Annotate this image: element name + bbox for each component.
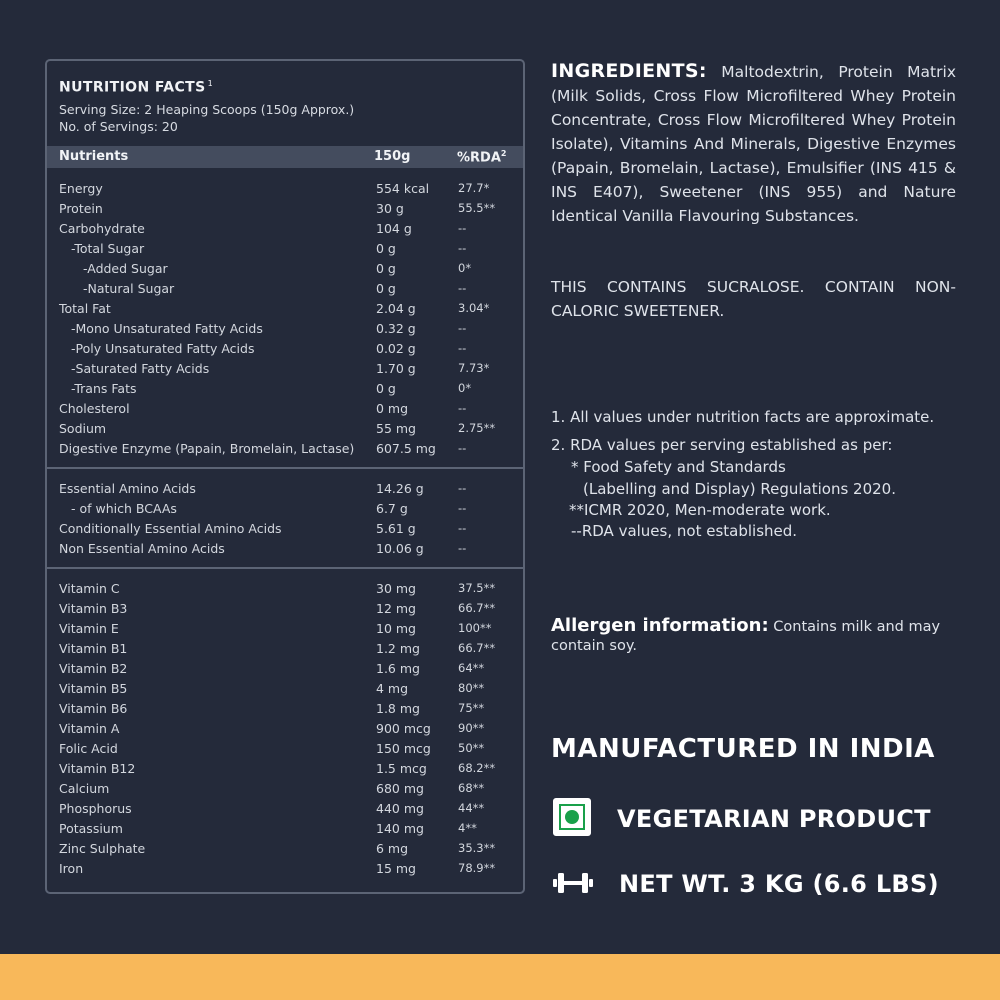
nutrient-name: -Added Sugar <box>83 261 168 276</box>
nutrient-rda: -- <box>458 501 467 515</box>
nutrient-amount: 14.26 g <box>376 481 424 496</box>
nutrient-name: - of which BCAAs <box>71 501 177 516</box>
nutrient-name: Zinc Sulphate <box>59 841 146 856</box>
sucralose-warning: THIS CONTAINS SUCRALOSE. CONTAIN NON-CALORIC SWEETENER. <box>551 278 956 320</box>
net-weight-label: NET WT. 3 KG (6.6 LBS) <box>619 870 939 898</box>
nutrient-rda: 64** <box>458 661 485 675</box>
table-row <box>47 199 523 219</box>
nutrient-rda: 55.5** <box>458 201 496 215</box>
nutrient-name: Vitamin B6 <box>59 701 128 716</box>
nutrient-amount: 10 mg <box>376 621 416 636</box>
nutrient-amount: 6 mg <box>376 841 409 856</box>
nutrient-rda: -- <box>458 541 467 555</box>
nutrient-amount: 1.70 g <box>376 361 416 376</box>
serving-size: Serving Size: 2 Heaping Scoops (150g Approx.) <box>59 102 355 117</box>
nutrient-rda: 100** <box>458 621 492 635</box>
nutrient-name: Energy <box>59 181 103 196</box>
header-nutrients: Nutrients <box>59 149 129 164</box>
table-row <box>47 839 523 859</box>
nutrient-amount: 0 g <box>376 261 396 276</box>
nutrient-rda: 75** <box>458 701 485 715</box>
table-row <box>47 599 523 619</box>
ingredients-text: Maltodextrin, Protein Matrix (Milk Solids, Cross Flow Microfiltered Whey Protein Concentrate, Cross Flow Microfiltered Whey Protein Isolate), Vitamins And Minerals, Digestive Enzymes (Papain, Bromelain, Lactase), Emulsifier (INS 415 & INS E407), Sweetener (INS 955) and Nature Identical Vanilla Flavouring Substances. <box>551 63 956 225</box>
nutrient-name: Cholesterol <box>59 401 130 416</box>
nutrient-rda: -- <box>458 341 467 355</box>
nutrient-name: Vitamin C <box>59 581 120 596</box>
nutrient-amount: 12 mg <box>376 601 416 616</box>
section-divider <box>47 467 523 469</box>
nutrient-amount: 680 mg <box>376 781 424 796</box>
header-amount: 150g <box>374 149 411 164</box>
nutrient-amount: 104 g <box>376 221 412 236</box>
nutrient-amount: 1.6 mg <box>376 661 420 676</box>
nutrient-name: Phosphorus <box>59 801 132 816</box>
table-row <box>47 819 523 839</box>
table-row <box>47 579 523 599</box>
nutrient-amount: 30 g <box>376 201 404 216</box>
vitamins-minerals-section <box>47 579 523 879</box>
nutrient-name: -Total Sugar <box>71 241 145 256</box>
vegetarian-label: VEGETARIAN PRODUCT <box>617 805 931 833</box>
nutrient-amount: 1.8 mg <box>376 701 420 716</box>
table-row <box>47 539 523 559</box>
nutrient-name: Vitamin E <box>59 621 119 636</box>
nutrient-amount: 55 mg <box>376 421 416 436</box>
nutrient-rda: -- <box>458 221 467 235</box>
nutrient-amount: 140 mg <box>376 821 424 836</box>
nutrient-name: Conditionally Essential Amino Acids <box>59 521 282 536</box>
nutrient-rda: -- <box>458 521 467 535</box>
nutrient-amount: 440 mg <box>376 801 424 816</box>
table-row <box>47 179 523 199</box>
nutrition-facts-panel <box>45 59 525 894</box>
servings-count: No. of Servings: 20 <box>59 119 178 134</box>
nutrient-rda: 66.7** <box>458 601 496 615</box>
nutrient-amount: 15 mg <box>376 861 416 876</box>
ingredients-block <box>551 59 956 228</box>
nutrient-rda: -- <box>458 481 467 495</box>
table-row <box>47 479 523 499</box>
nutrient-name: Calcium <box>59 781 110 796</box>
nutrient-amount: 0.32 g <box>376 321 416 336</box>
nutrient-rda: 90** <box>458 721 485 735</box>
allergen-text: Contains milk and may contain soy. <box>551 619 941 654</box>
amino-acids-section <box>47 479 523 559</box>
table-row <box>47 519 523 539</box>
nutrient-amount: 0 g <box>376 381 396 396</box>
table-row <box>47 219 523 239</box>
dumbbell-icon <box>553 871 593 895</box>
nutrient-name: Non Essential Amino Acids <box>59 541 225 556</box>
accent-strip <box>0 954 1000 1000</box>
table-row <box>47 399 523 419</box>
nutrient-name: Potassium <box>59 821 123 836</box>
table-row <box>47 639 523 659</box>
nutrient-amount: 1.5 mcg <box>376 761 427 776</box>
table-row <box>47 379 523 399</box>
nutrient-name: Vitamin B1 <box>59 641 128 656</box>
table-row <box>47 499 523 519</box>
nutrient-amount: 2.04 g <box>376 301 416 316</box>
nutrient-rda: 50** <box>458 741 485 755</box>
table-row <box>47 759 523 779</box>
table-row <box>47 339 523 359</box>
nutrient-name: Vitamin B2 <box>59 661 128 676</box>
table-row <box>47 739 523 759</box>
table-row <box>47 299 523 319</box>
nutrient-rda: -- <box>458 281 467 295</box>
nutrient-name: -Natural Sugar <box>83 281 175 296</box>
nutrient-name: Protein <box>59 201 103 216</box>
nutrient-rda: 37.5** <box>458 581 496 595</box>
nutrient-amount: 0 g <box>376 241 396 256</box>
footnote-2c: --RDA values, not established. <box>571 522 798 540</box>
nutrient-rda: 35.3** <box>458 841 496 855</box>
nutrient-amount: 0 mg <box>376 401 409 416</box>
nutrient-amount: 554 kcal <box>376 181 430 196</box>
table-row <box>47 239 523 259</box>
allergen-info <box>551 616 971 656</box>
nutrient-rda: 66.7** <box>458 641 496 655</box>
nutrient-rda: 44** <box>458 801 485 815</box>
nutrient-name: Folic Acid <box>59 741 118 756</box>
nutrient-amount: 30 mg <box>376 581 416 596</box>
table-row <box>47 799 523 819</box>
nutrient-amount: 4 mg <box>376 681 409 696</box>
section-divider <box>47 567 523 569</box>
nutrient-amount: 10.06 g <box>376 541 424 556</box>
nutrient-amount: 6.7 g <box>376 501 408 516</box>
nutrient-name: Vitamin B12 <box>59 761 136 776</box>
table-row <box>47 679 523 699</box>
allergen-label: Allergen information: <box>551 615 769 636</box>
nutrient-rda: -- <box>458 401 467 415</box>
table-row <box>47 719 523 739</box>
nutrient-rda: -- <box>458 441 467 455</box>
footnote-2a-cont: (Labelling and Display) Regulations 2020. <box>583 480 896 498</box>
table-row <box>47 859 523 879</box>
nutrient-rda: 2.75** <box>458 421 496 435</box>
ingredients-label: INGREDIENTS: <box>551 60 707 82</box>
macronutrients-section <box>47 179 523 459</box>
manufactured-in: MANUFACTURED IN INDIA <box>551 734 935 764</box>
nutrient-amount: 0 g <box>376 281 396 296</box>
nutrient-rda: -- <box>458 321 467 335</box>
veg-mark-icon <box>553 798 591 836</box>
nutrient-name: -Saturated Fatty Acids <box>71 361 210 376</box>
table-row <box>47 699 523 719</box>
nutrient-amount: 607.5 mg <box>376 441 436 456</box>
nutrient-amount: 0.02 g <box>376 341 416 356</box>
nutrient-rda: 7.73* <box>458 361 490 375</box>
table-row <box>47 779 523 799</box>
table-row <box>47 619 523 639</box>
nutrient-name: Carbohydrate <box>59 221 145 236</box>
nutrient-rda: 27.7* <box>458 181 490 195</box>
table-row <box>47 359 523 379</box>
nutrient-name: -Poly Unsaturated Fatty Acids <box>71 341 255 356</box>
nutrient-name: Vitamin B5 <box>59 681 128 696</box>
nutrient-name: Vitamin B3 <box>59 601 128 616</box>
table-row <box>47 439 523 459</box>
nutrient-rda: 78.9** <box>458 861 496 875</box>
nutrient-name: Vitamin A <box>59 721 120 736</box>
nutrient-name: Sodium <box>59 421 107 436</box>
nutrient-name: -Mono Unsaturated Fatty Acids <box>71 321 263 336</box>
nutrient-rda: 0* <box>458 381 472 395</box>
nutrient-rda: 0* <box>458 261 472 275</box>
table-row <box>47 659 523 679</box>
table-row <box>47 259 523 279</box>
table-row <box>47 319 523 339</box>
nutrient-rda: 3.04* <box>458 301 490 315</box>
nutrient-rda: 4** <box>458 821 477 835</box>
table-row <box>47 279 523 299</box>
nutrient-amount: 5.61 g <box>376 521 416 536</box>
nutrient-name: Essential Amino Acids <box>59 481 196 496</box>
footnote-1: 1. All values under nutrition facts are approximate. <box>551 408 935 426</box>
nutrient-rda: 80** <box>458 681 485 695</box>
header-rda: %RDA$^2$ <box>457 149 507 166</box>
nutrient-name: Digestive Enzyme (Papain, Bromelain, Lactase) <box>59 441 355 456</box>
nutrient-name: Iron <box>59 861 84 876</box>
table-row <box>47 419 523 439</box>
nutrient-amount: 150 mcg <box>376 741 431 756</box>
footnote-2a: * Food Safety and Standards <box>571 458 786 476</box>
nutrient-amount: 1.2 mg <box>376 641 420 656</box>
footnote-2b: **ICMR 2020, Men-moderate work. <box>569 501 831 519</box>
nutrient-rda: 68.2** <box>458 761 496 775</box>
nutrient-name: Total Fat <box>59 301 111 316</box>
footnote-2: 2. RDA values per serving established as per: <box>551 436 893 454</box>
nutrient-rda: 68** <box>458 781 485 795</box>
nutrient-rda: -- <box>458 241 467 255</box>
nutrition-title: NUTRITION FACTS $^1$ <box>59 79 214 96</box>
nutrient-amount: 900 mcg <box>376 721 431 736</box>
nutrient-name: -Trans Fats <box>71 381 137 396</box>
nutrition-header-row <box>47 146 523 168</box>
